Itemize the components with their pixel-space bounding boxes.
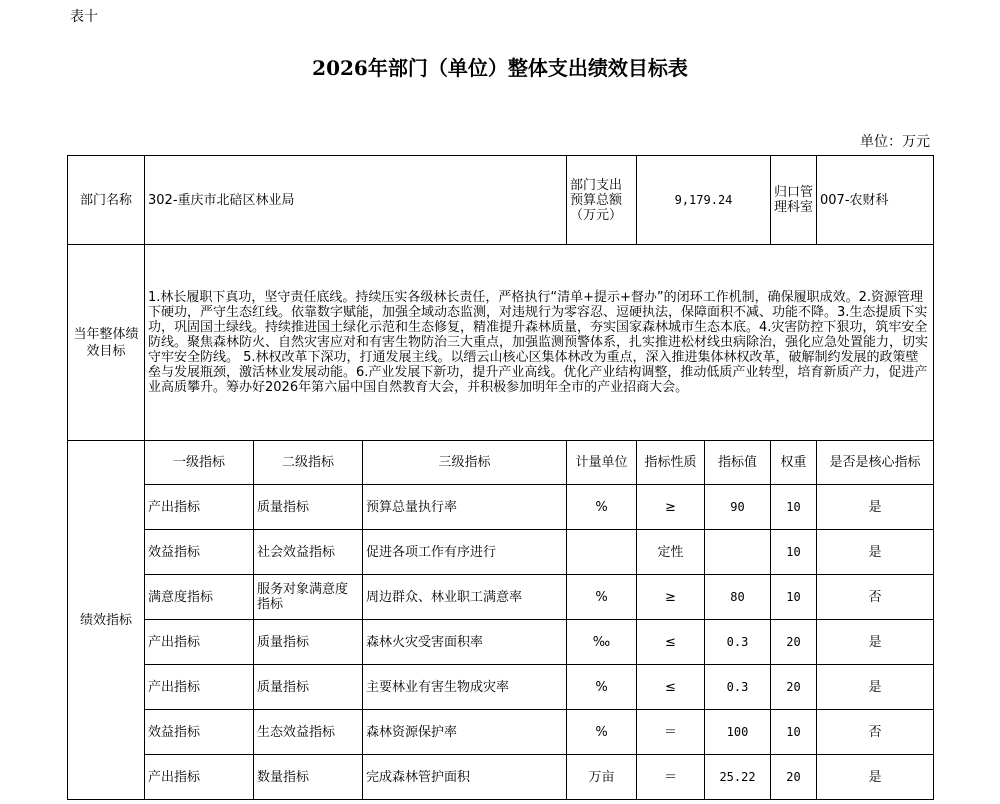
managing-office-value: 007-农财科 <box>817 156 934 245</box>
indicator-weight: 20 <box>771 755 817 800</box>
level2-indicator: 生态效益指标 <box>254 710 363 755</box>
indicator-nature: ＝ <box>637 710 705 755</box>
indicator-header-cell: 权重 <box>771 441 817 485</box>
budget-total-value: 9,179.24 <box>637 156 771 245</box>
indicator-weight: 10 <box>771 485 817 530</box>
performance-table <box>67 155 934 800</box>
indicator-row <box>68 530 934 575</box>
indicator-header-cell: 计量单位 <box>567 441 637 485</box>
indicator-row <box>68 710 934 755</box>
level1-indicator: 效益指标 <box>145 530 254 575</box>
level3-indicator: 促进各项工作有序进行 <box>363 530 567 575</box>
indicator-weight: 10 <box>771 575 817 620</box>
level3-indicator: 预算总量执行率 <box>363 485 567 530</box>
measure-unit: ‰ <box>567 620 637 665</box>
indicator-row <box>68 755 934 800</box>
is-core-indicator: 是 <box>817 620 934 665</box>
indicator-row <box>68 575 934 620</box>
level2-indicator: 质量指标 <box>254 485 363 530</box>
indicator-value: 0.3 <box>705 620 771 665</box>
indicator-weight: 20 <box>771 665 817 710</box>
indicator-header-cell: 一级指标 <box>145 441 254 485</box>
level3-indicator: 主要林业有害生物成灾率 <box>363 665 567 710</box>
annual-goals-row <box>68 245 934 441</box>
level1-indicator: 效益指标 <box>145 710 254 755</box>
indicator-value: 80 <box>705 575 771 620</box>
indicator-nature: ＝ <box>637 755 705 800</box>
level3-indicator: 森林火灾受害面积率 <box>363 620 567 665</box>
annual-goals-text: 1.林长履职下真功，坚守责任底线。持续压实各级林长责任，严格执行“清单+提示+督办”的闭环工作机制，确保履职成效。2.资源管理下硬功，严守生态红线。依靠数字赋能，加强全域动态监测，对违规行为零容忍、逗硬执法，保障面积不减、功能不降。3.生态提质下实功，巩固国土绿线。持续推进国土绿化示范和生态修复，精准提升森林质量，夯实国家森林城市生态本底。4.灾害防控下狠功，筑牢安全防线。聚焦森林防火、自然灾害应对和有害生物防治三大重点，加强监测预警体系，扎实推进松材线虫病除治，强化应急处置能力，切实守牢安全防线。 5.林权改革下深功，打通发展主线。以缙云山核心区集体林改为重点，深入推进集体林权改革，破解制约发展的政策壁垒与发展瓶颈，激活林业发展动能。6.产业发展下新功，提升产业高线。优化产业结构调整，推动低质产业转型，培育新质产力，促进产业高质攀升。筹办好2026年第六届中国自然教育大会，并积极参加明年全市的产业招商大会。 <box>145 245 934 441</box>
indicator-header-cell: 二级指标 <box>254 441 363 485</box>
indicator-value: 90 <box>705 485 771 530</box>
level2-indicator: 质量指标 <box>254 665 363 710</box>
level3-indicator: 周边群众、林业职工满意率 <box>363 575 567 620</box>
level3-indicator: 森林资源保护率 <box>363 710 567 755</box>
measure-unit: % <box>567 575 637 620</box>
indicator-nature: ≥ <box>637 575 705 620</box>
performance-indicators-label: 绩效指标 <box>68 441 145 800</box>
indicator-nature: ≥ <box>637 485 705 530</box>
dept-name-label: 部门名称 <box>68 156 145 245</box>
measure-unit: % <box>567 665 637 710</box>
is-core-indicator: 否 <box>817 575 934 620</box>
indicator-header-cell: 指标性质 <box>637 441 705 485</box>
level2-indicator: 质量指标 <box>254 620 363 665</box>
indicator-nature: ≤ <box>637 620 705 665</box>
indicator-header-cell: 指标值 <box>705 441 771 485</box>
table-number: 表十 <box>70 9 98 25</box>
is-core-indicator: 是 <box>817 485 934 530</box>
indicator-nature: 定性 <box>637 530 705 575</box>
level2-indicator: 服务对象满意度指标 <box>254 575 363 620</box>
indicator-value: 25.22 <box>705 755 771 800</box>
measure-unit: % <box>567 485 637 530</box>
managing-office-label: 归口管理科室 <box>771 156 817 245</box>
indicator-header-cell: 三级指标 <box>363 441 567 485</box>
is-core-indicator: 是 <box>817 665 934 710</box>
indicator-weight: 10 <box>771 710 817 755</box>
level2-indicator: 数量指标 <box>254 755 363 800</box>
document-title: 2026年部门（单位）整体支出绩效目标表 <box>312 56 688 80</box>
indicator-value: 100 <box>705 710 771 755</box>
indicator-weight: 20 <box>771 620 817 665</box>
unit-note: 单位：万元 <box>860 134 930 150</box>
level1-indicator: 产出指标 <box>145 665 254 710</box>
measure-unit <box>567 530 637 575</box>
dept-info-row <box>68 156 934 245</box>
level1-indicator: 产出指标 <box>145 755 254 800</box>
indicator-value: 0.3 <box>705 665 771 710</box>
indicator-nature: ≤ <box>637 665 705 710</box>
level1-indicator: 满意度指标 <box>145 575 254 620</box>
measure-unit: % <box>567 710 637 755</box>
indicator-row <box>68 485 934 530</box>
level3-indicator: 完成森林管护面积 <box>363 755 567 800</box>
is-core-indicator: 是 <box>817 530 934 575</box>
is-core-indicator: 是 <box>817 755 934 800</box>
level2-indicator: 社会效益指标 <box>254 530 363 575</box>
level1-indicator: 产出指标 <box>145 620 254 665</box>
budget-total-label: 部门支出预算总额（万元） <box>567 156 637 245</box>
indicator-header-cell: 是否是核心指标 <box>817 441 934 485</box>
indicator-row <box>68 620 934 665</box>
indicator-weight: 10 <box>771 530 817 575</box>
dept-name-value: 302-重庆市北碚区林业局 <box>145 156 567 245</box>
annual-goals-label: 当年整体绩效目标 <box>68 245 145 441</box>
measure-unit: 万亩 <box>567 755 637 800</box>
is-core-indicator: 否 <box>817 710 934 755</box>
level1-indicator: 产出指标 <box>145 485 254 530</box>
indicator-row <box>68 665 934 710</box>
indicator-value <box>705 530 771 575</box>
indicator-header-row <box>68 441 934 485</box>
